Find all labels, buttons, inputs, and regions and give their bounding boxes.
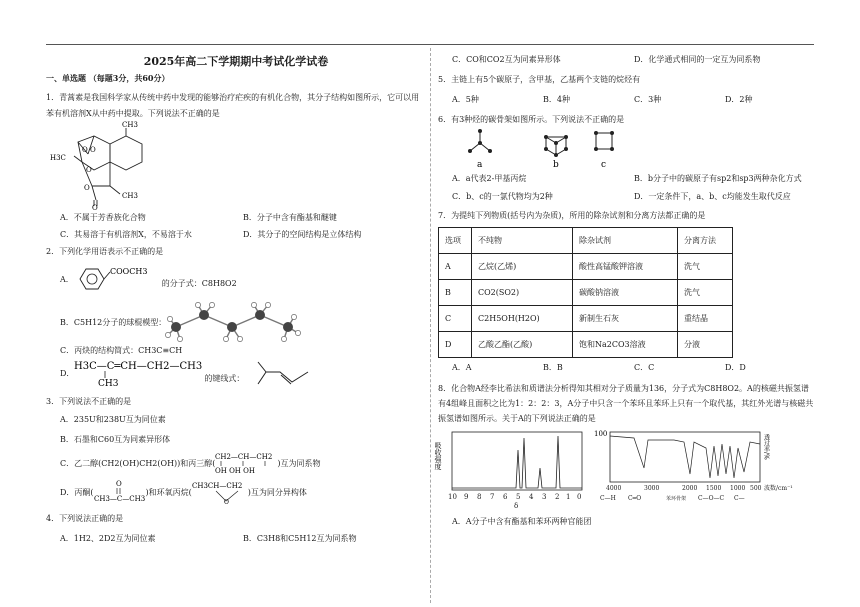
question-4: 4．下列说法正确的是 — [46, 514, 124, 523]
q7-option-b[interactable]: B．B — [543, 363, 563, 372]
nmr-tick: 10 — [448, 493, 457, 501]
q4-option-b[interactable]: B．C3H8和C5H12互为同系物 — [243, 534, 357, 543]
label-o2: O — [90, 146, 96, 154]
acetone-formula — [94, 479, 146, 505]
q2-option-d[interactable] — [60, 358, 426, 388]
q2-option-a[interactable] — [60, 264, 426, 294]
q1-option-d[interactable]: D．其分子的空间结构是立体结构 — [243, 230, 362, 239]
q6-option-b[interactable]: B．b分子中的碳原子有sp2和sp3两种杂化方式 — [634, 174, 802, 183]
header-rule — [46, 44, 814, 45]
ir-x-label: 波数/cm⁻¹ — [764, 485, 793, 492]
nmr-tick: 7 — [490, 493, 495, 501]
fig-label-c: c — [601, 160, 607, 170]
q2-a-text: 的分子式：C8H8O2 — [161, 278, 237, 288]
right-column — [434, 48, 816, 527]
question-8: 8．化合物A经李比希法和质谱法分析得知其相对分子质量为136，分子式为C8H8O2。A的核磁共振氢谱有4组峰且面积之比为1：2：2：3，A分子中只含一个苯环且苯环上只有一个取代基，其红外光谱与核磁共振氢谱如图所示。关于A的下列说法正确的是 — [438, 384, 814, 423]
ir-spectrum — [594, 428, 812, 512]
epoxide-o: O — [223, 499, 229, 506]
q3-option-c[interactable] — [60, 451, 426, 475]
q6-options-2 — [452, 191, 816, 202]
label-ch3-right: CH3 — [122, 192, 138, 200]
table-cell: 酸性高锰酸钾溶液 — [573, 254, 678, 280]
propylene-oxide-formula — [192, 479, 248, 505]
q4-option-a[interactable]: A．1H2、2D2互为同位素 — [60, 534, 156, 543]
ir-tick: 1000 — [730, 485, 746, 492]
q6-option-c[interactable]: C．b、c的一氯代物均为2种 — [452, 192, 553, 201]
methyl-benzoate-structure — [74, 264, 162, 294]
table-cell: 碳酸钠溶液 — [573, 280, 678, 306]
ir-mark-benzene: 苯环骨架 — [666, 496, 687, 502]
nmr-tick: 1 — [566, 493, 571, 501]
label-o4: O — [84, 184, 90, 192]
q5-options — [452, 94, 816, 105]
nmr-tick: 6 — [503, 493, 508, 501]
question-7: 7．为提纯下列物质(括号内为杂质)，所用的除杂试剂和分离方法都正确的是 — [438, 211, 706, 220]
epoxide-chain: CH3CH—CH2 — [191, 482, 243, 490]
artemisinin-structure — [48, 122, 158, 210]
q3-d-pre: D．丙酮( — [60, 487, 94, 497]
question-5: 5．主链上有5个碳原子，含甲基，乙基两个支链的烷烃有 — [438, 75, 641, 84]
q4-options-cont — [452, 54, 816, 65]
q7-option-d[interactable]: D．D — [725, 363, 746, 372]
nmr-spectrum — [434, 428, 588, 510]
left-column — [46, 48, 426, 544]
question-3: 3．下列说法不正确的是 — [46, 397, 132, 406]
exam-title: 2025年高二下学期期中考试化学试卷 — [143, 55, 329, 68]
glycerol-top: CH2—CH—CH2 — [215, 453, 273, 461]
ir-mark-coc: C—O—C — [698, 495, 725, 502]
label-o1: O — [82, 146, 88, 154]
q7-option-c[interactable]: C．C — [634, 363, 655, 372]
q4-options — [60, 533, 426, 544]
carbon-skeleton-figure — [460, 127, 680, 171]
spectra-figures — [434, 428, 816, 512]
q3-option-b[interactable]: B．石墨和C60互为同素异形体 — [60, 435, 171, 444]
nmr-tick: 2 — [555, 493, 560, 501]
q7-option-a[interactable]: A．A — [452, 363, 472, 372]
table-cell: B — [439, 280, 472, 306]
table-header-cell: 不纯物 — [472, 228, 573, 254]
ir-tick: 1500 — [706, 485, 722, 492]
q1-option-a[interactable]: A．不属于芳香族化合物 — [60, 213, 146, 222]
nmr-tick: 9 — [464, 493, 469, 501]
q2-option-b[interactable] — [60, 301, 426, 343]
q6-option-a[interactable]: A．a代表2-甲基丙烷 — [452, 174, 527, 183]
fig-label-a: a — [477, 160, 483, 170]
table-cell: A — [439, 254, 472, 280]
q6-options — [452, 173, 816, 184]
q5-option-c[interactable]: C．3种 — [634, 95, 662, 104]
q8-option-a[interactable]: A．A分子中含有酯基和苯环两种官能团 — [452, 517, 592, 526]
skeletal-formula — [254, 358, 314, 388]
q7-options — [452, 362, 816, 373]
table-row — [439, 280, 733, 306]
ir-tick: 3000 — [644, 485, 660, 492]
label-o-carbonyl: O — [92, 204, 98, 212]
q2-d-label: D． — [60, 368, 75, 378]
table-cell: C — [439, 306, 472, 332]
cooch3-group: COOCH3 — [109, 267, 148, 276]
label-ch3-top: CH3 — [122, 121, 138, 129]
table-header-cell: 选项 — [439, 228, 472, 254]
q2-option-c[interactable]: C．丙炔的结构简式：CH3C≡CH — [60, 346, 183, 355]
q1-options-2 — [60, 229, 426, 240]
q3-d-post: )互为同分异构体 — [247, 487, 307, 497]
column-divider — [430, 48, 431, 603]
table-cell: 乙酸乙酯(乙酸) — [472, 332, 573, 358]
nmr-tick: 0 — [577, 493, 582, 501]
ir-top-label: 100 — [594, 430, 608, 438]
q3-c-post: )互为同系物 — [277, 458, 321, 468]
q6-option-d[interactable]: D．一定条件下，a、b、c均能发生取代反应 — [634, 192, 791, 201]
ir-tick: 2000 — [682, 485, 698, 492]
q2-b-text: B．C5H12分子的球棍模型： — [60, 317, 167, 327]
purification-table — [438, 227, 733, 358]
nmr-y-label: 吸收强度 — [434, 442, 442, 470]
ir-mark-co: C═O — [628, 495, 642, 502]
q5-option-d[interactable]: D．2种 — [725, 95, 753, 104]
table-header-cell: 分离方法 — [678, 228, 733, 254]
label-o3: O — [86, 166, 92, 174]
table-cell: CO2(SO2) — [472, 280, 573, 306]
ir-mark-ch: C—H — [600, 495, 616, 502]
nmr-tick: 4 — [529, 493, 534, 501]
table-cell: C2H5OH(H2O) — [472, 306, 573, 332]
nmr-tick: 5 — [516, 493, 521, 501]
q1-option-c[interactable]: C．其易溶于有机溶剂X，不易溶于水 — [60, 230, 192, 239]
q5-option-b[interactable]: B．4种 — [543, 95, 570, 104]
acetone-chain: CH3—C—CH3 — [93, 495, 145, 503]
question-1: 1．青蒿素是我国科学家从传统中药中发现的能够治疗疟疾的有机化合物，其分子结构如图所示，它可以用苯有机溶剂X从中药中提取。下列说法不正确的是 — [46, 93, 420, 118]
table-header-row — [439, 228, 733, 254]
q3-d-mid: )和环氧丙烷( — [145, 487, 192, 497]
table-row — [439, 254, 733, 280]
fig-label-b: b — [553, 160, 559, 170]
q3-option-a[interactable]: A．235U和238U互为同位素 — [60, 415, 166, 424]
nmr-tick: 3 — [542, 493, 547, 501]
label-h3c: H3C — [50, 154, 66, 162]
q3-c-pre: C．乙二醇(CH2(OH)CH2(OH))和丙三醇( — [60, 458, 216, 468]
table-row — [439, 332, 733, 358]
pentene-methyl: CH3 — [98, 379, 119, 389]
q2-a-label: A． — [60, 274, 74, 284]
q1-option-b[interactable]: B．分子中含有酯基和醚键 — [243, 213, 337, 222]
ir-mark-c: C— — [734, 495, 745, 502]
q3-option-d[interactable] — [60, 479, 426, 505]
table-cell: D — [439, 332, 472, 358]
nmr-x-label: δ — [514, 502, 519, 510]
nmr-tick: 8 — [477, 493, 482, 501]
q5-option-a[interactable]: A．5种 — [452, 95, 479, 104]
question-6: 6．有3种烃的碳骨架如图所示。下列说法不正确的是 — [438, 115, 625, 124]
q4-option-c[interactable]: C．CO和CO2互为同素异形体 — [452, 55, 561, 64]
glycerol-formula — [215, 451, 277, 475]
q2-d-text: 的键线式： — [204, 373, 245, 383]
table-cell: 重结晶 — [678, 306, 733, 332]
ir-tick: 500 — [750, 485, 762, 492]
acetone-o: O — [115, 480, 122, 488]
ir-y-label: 透过率/% — [762, 434, 770, 460]
table-cell: 洗气 — [678, 280, 733, 306]
glycerol-bottom: OH OH OH — [215, 467, 256, 475]
ball-stick-model — [166, 301, 316, 343]
table-header-cell: 除杂试剂 — [573, 228, 678, 254]
table-cell: 饱和Na2CO3溶液 — [573, 332, 678, 358]
q1-options — [60, 212, 426, 223]
table-cell: 新制生石灰 — [573, 306, 678, 332]
ir-tick: 4000 — [606, 485, 622, 492]
pentene-formula — [74, 358, 204, 388]
pentene-chain: H3C—C═CH—CH2—CH3 — [74, 361, 203, 372]
question-2: 2．下列化学用语表示不正确的是 — [46, 247, 164, 256]
table-cell: 洗气 — [678, 254, 733, 280]
table-row — [439, 306, 733, 332]
table-cell: 乙烷(乙烯) — [472, 254, 573, 280]
table-cell: 分液 — [678, 332, 733, 358]
section-heading: 一、单选题 （每题3分，共60分） — [46, 73, 170, 83]
q4-option-d[interactable]: D．化学通式相同的一定互为同系物 — [634, 55, 761, 64]
